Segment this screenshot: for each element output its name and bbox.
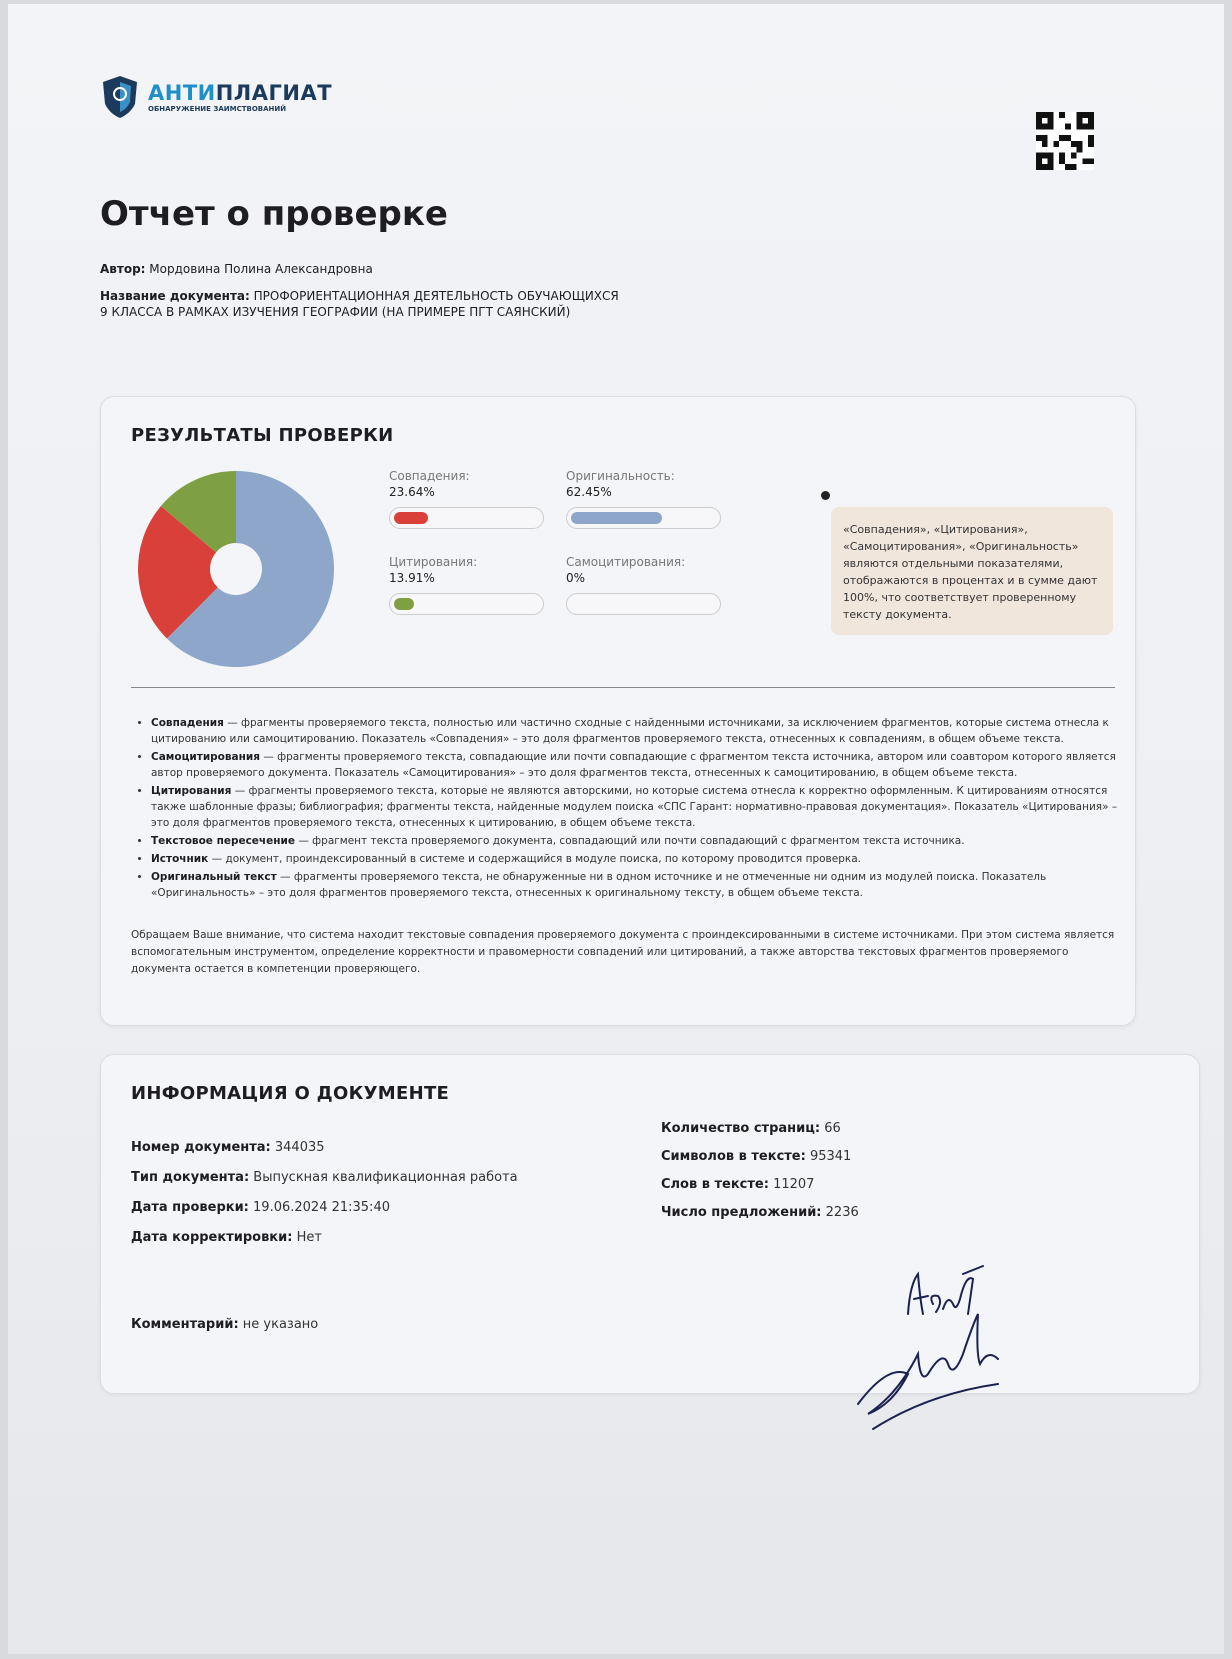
- logo-name: ПЛАГИАТ: [215, 81, 333, 105]
- info-right-column: [661, 1115, 859, 1227]
- info-row: [131, 1223, 518, 1253]
- info-left-column: [131, 1133, 518, 1253]
- document-name-line: [100, 288, 620, 320]
- document-name-label: Название документа:: [100, 289, 250, 303]
- info-value: Нет: [296, 1230, 322, 1245]
- info-row: [661, 1199, 859, 1227]
- progress-fill: [394, 512, 428, 524]
- info-label: Тип документа:: [131, 1170, 250, 1185]
- definition-term: Цитирования: [151, 785, 232, 797]
- info-value: 66: [824, 1121, 841, 1136]
- info-label: Слов в тексте:: [661, 1177, 769, 1192]
- info-row: [131, 1163, 518, 1193]
- definition-item: [151, 851, 1121, 867]
- progress-bar: [566, 593, 721, 615]
- progress-bar: [566, 507, 721, 529]
- disclaimer-text: Обращаем Ваше внимание, что система находит текстовые совпадения проверяемого документа с проиндексированными в системе источниками. При этом система является вспомогательным инструментом, определение корректности и правомерности совпадений или цитирований, а также авторства текстовых фрагментов проверяемого документа остается в компетенции проверяющего.: [131, 929, 1115, 975]
- definition-text: — документ, проиндексированный в системе и содержащийся в модуле поиска, по которому проводится проверка.: [208, 853, 861, 865]
- definition-item: [151, 715, 1121, 747]
- author-label: Автор:: [100, 262, 146, 276]
- metric-label: Самоцитирования:: [566, 555, 686, 569]
- info-label: Дата проверки:: [131, 1200, 249, 1215]
- definition-item: [151, 869, 1121, 901]
- author-line: [100, 262, 373, 276]
- progress-bar: [389, 593, 544, 615]
- antiplagiat-logo: [100, 74, 332, 120]
- metric-value: 23.64%: [389, 485, 435, 499]
- document-name-value: ПРОФОРИЕНТАЦИОННАЯ ДЕЯТЕЛЬНОСТЬ ОБУЧАЮЩИХСЯ 9 КЛАССА В РАМКАХ ИЗУЧЕНИЯ ГЕОГРАФИИ (НА ПРИМЕРЕ ПГТ САЯНСКИЙ): [100, 289, 619, 319]
- info-value: 344035: [274, 1140, 325, 1155]
- shield-logo-icon: [100, 74, 140, 120]
- results-card: [100, 396, 1136, 1026]
- info-value: 11207: [773, 1177, 815, 1192]
- info-row: [661, 1143, 859, 1171]
- metric-label: Цитирования:: [389, 555, 478, 569]
- info-label: Номер документа:: [131, 1140, 271, 1155]
- comment-row: [131, 1317, 318, 1332]
- definition-term: Текстовое пересечение: [151, 835, 295, 847]
- info-row: [661, 1171, 859, 1199]
- metric-self-citations: [566, 555, 721, 615]
- progress-bar: [389, 507, 544, 529]
- metric-originality: [566, 469, 721, 529]
- info-value: Выпускная квалификационная работа: [253, 1170, 518, 1185]
- metric-value: 0%: [566, 571, 586, 585]
- info-row: [661, 1115, 859, 1143]
- info-value: 19.06.2024 21:35:40: [253, 1200, 390, 1215]
- document-info-heading: ИНФОРМАЦИЯ О ДОКУМЕНТЕ: [131, 1083, 450, 1104]
- info-icon: [821, 491, 830, 500]
- definition-text: — фрагменты проверяемого текста, которые не являются авторскими, но которые система отнесла к корректно оформленным. К цитированиям относятся также шаблонные фразы; библиография; фрагменты текста, найденные модулем поиска «СПС Гарант: нормативно-правовая документация». Показатель «Цитирования» – это доля фрагментов проверяемого текста, отнесенных к цитированию, в общем объеме текста.: [151, 785, 1118, 829]
- logo-tagline: ОБНАРУЖЕНИЕ ЗАИМСТВОВАНИЙ: [148, 105, 287, 113]
- info-row: [131, 1133, 518, 1163]
- metric-label: Совпадения:: [389, 469, 470, 483]
- info-label: Символов в тексте:: [661, 1149, 806, 1164]
- definitions-list: [131, 715, 1121, 903]
- metric-value: 13.91%: [389, 571, 435, 585]
- definition-text: — фрагменты проверяемого текста, совпадающие или почти совпадающие с фрагментом текста источника, автором или соавтором которого является автор проверяемого документа. Показатель «Самоцитирования» – это доля фрагментов текста, отнесенных к самоцитированию, в общем объеме текста.: [151, 751, 1116, 779]
- info-label: Дата корректировки:: [131, 1230, 293, 1245]
- progress-fill: [394, 598, 414, 610]
- definition-item: [151, 749, 1121, 781]
- definition-term: Совпадения: [151, 717, 224, 729]
- info-label: Число предложений:: [661, 1205, 822, 1220]
- info-value: 95341: [809, 1149, 852, 1164]
- metric-matches: [389, 469, 544, 529]
- info-label: Количество страниц:: [661, 1121, 821, 1136]
- definition-item: [151, 833, 1121, 849]
- author-value: Мордовина Полина Александровна: [149, 262, 373, 276]
- page-title: Отчет о проверке: [100, 194, 448, 234]
- info-value: 2236: [825, 1205, 859, 1220]
- handwritten-signature: [848, 1254, 1048, 1454]
- metric-value: 62.45%: [566, 485, 612, 499]
- definition-term: Источник: [151, 853, 209, 865]
- progress-fill: [571, 512, 662, 524]
- info-row: [131, 1193, 518, 1223]
- results-donut-chart: [131, 469, 341, 669]
- metric-label: Оригинальность:: [566, 469, 675, 483]
- info-note: «Совпадения», «Цитирования», «Самоцитирования», «Оригинальность» являются отдельными показателями, отображаются в процентах и в сумме дают 100%, что соответствует проверенному тексту документа.: [831, 507, 1113, 635]
- definition-item: [151, 783, 1121, 831]
- qr-code-icon: [1036, 112, 1094, 170]
- definition-term: Оригинальный текст: [151, 871, 277, 883]
- report-page: [8, 4, 1224, 1654]
- results-heading: РЕЗУЛЬТАТЫ ПРОВЕРКИ: [131, 425, 394, 446]
- definition-text: — фрагменты проверяемого текста, полностью или частично сходные с найденными источниками, за исключением фрагментов, которые система отнесла к цитированию или самоцитированию. Показатель «Совпадения» – это доля фрагментов проверяемого текста, отнесенных к совпадениям, в общем объеме текста.: [151, 717, 1109, 745]
- comment-value: не указано: [242, 1317, 319, 1332]
- definition-term: Самоцитирования: [151, 751, 260, 763]
- logo-accent: АНТИ: [148, 81, 216, 105]
- metric-citations: [389, 555, 544, 615]
- definition-text: — фрагменты проверяемого текста, не обнаруженные ни в одном источнике и не отмеченные ни одним из модулей поиска. Показатель «Оригинальность» – это доля фрагментов проверяемого текста, отнесенных к оригинальному тексту, в общем объеме текста.: [151, 871, 1047, 899]
- definition-text: — фрагмент текста проверяемого документа, совпадающий или почти совпадающий с фрагментом текста источника.: [295, 835, 965, 847]
- comment-label: Комментарий:: [131, 1317, 239, 1332]
- divider: [131, 687, 1115, 688]
